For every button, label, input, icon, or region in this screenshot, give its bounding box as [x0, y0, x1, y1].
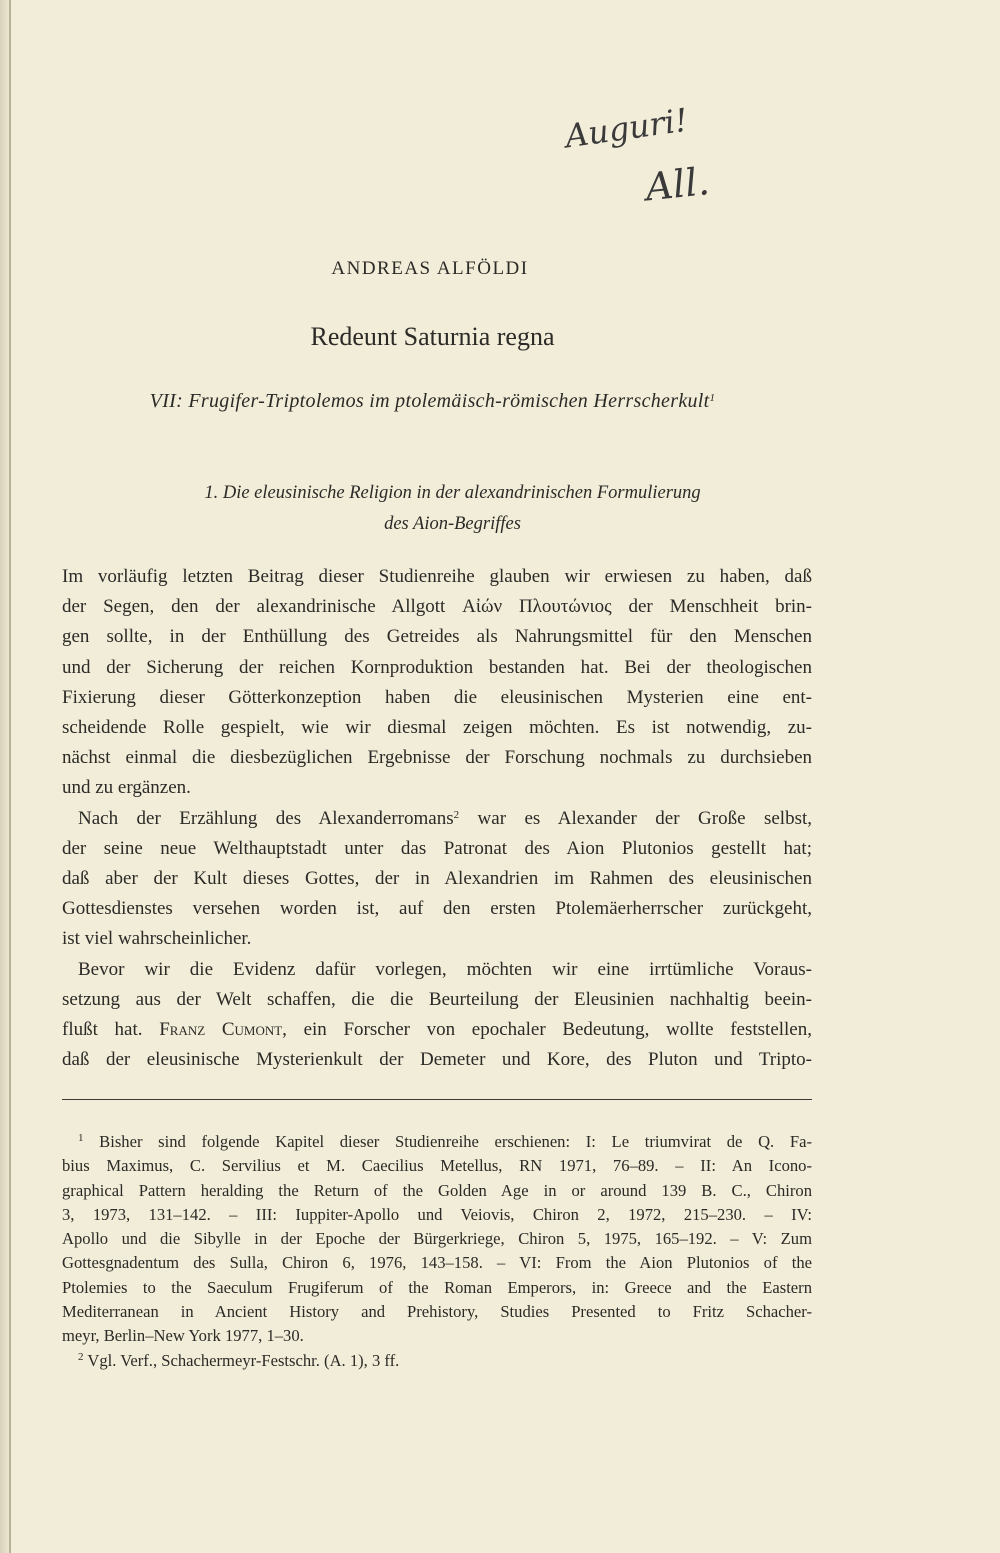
handwritten-note	[560, 80, 760, 220]
text-line: Gottesdienstes versehen worden ist, auf den ersten Ptolemäerherrscher zurückgeht,	[62, 898, 812, 920]
author-name: ANDREAS ALFÖLDI	[331, 258, 529, 279]
footnote-line	[62, 1349, 812, 1373]
text-line: daß aber der Kult dieses Gottes, der in Alexandrien im Rahmen des eleusinischen	[62, 868, 812, 890]
handwriting-line2: All.	[643, 159, 712, 210]
text-line: ist viel wahrscheinlicher.	[62, 928, 252, 950]
footnote-mark: 2	[78, 1350, 84, 1363]
footnote-line: Mediterranean in Ancient History and Prehistory, Studies Presented to Fritz Schacher-	[62, 1302, 812, 1322]
text-line: setzung aus der Welt schaffen, die die Beurteilung der Eleusinien nachhaltig beein-	[62, 988, 812, 1010]
section-heading	[0, 478, 905, 540]
text-line	[62, 1015, 812, 1045]
footnote-line: bius Maximus, C. Servilius et M. Caecilius Metellus, RN 1971, 76–89. – II: An Icono-	[62, 1156, 812, 1176]
text-line: und zu ergänzen.	[62, 777, 191, 799]
footnote-line: 3, 1973, 131–142. – III: Iuppiter-Apollo und Veiovis, Chiron 2, 1972, 215–230. – IV:	[62, 1204, 812, 1224]
article-subtitle	[0, 390, 865, 413]
text-span: war es Alexander der Große selbst,	[459, 807, 812, 829]
section-heading-line: 1. Die eleusinische Religion in der alexandrinischen Formulierung	[204, 483, 701, 503]
text-span: Bisher sind folgende Kapitel dieser Studienreihe erschienen: I: Le triumvirat de Q. Fa-	[99, 1132, 812, 1151]
text-line: Bevor wir die Evidenz dafür vorlegen, möchten wir eine irrtümliche Voraus-	[78, 958, 812, 980]
cited-author: Franz Cumont	[159, 1019, 283, 1041]
subtitle-text: VII: Frugifer-Triptolemos im ptolemäisch-römischen Herrscherkult	[149, 390, 710, 412]
body-text	[62, 562, 812, 1075]
page-edge-line	[9, 0, 11, 1553]
article-title: Redeunt Saturnia regna	[310, 322, 555, 351]
text-span: , ein Forscher von epochaler Bedeutung, wollte feststellen,	[282, 1019, 812, 1041]
footnote-rule	[62, 1099, 812, 1100]
footnote-line: Ptolemies to the Saeculum Frugiferum of the Roman Emperors, in: Greece and the Eastern	[62, 1277, 812, 1297]
text-line: der Segen, den der alexandrinische Allgott Αἰών Πλουτώνιος der Menschheit brin-	[62, 596, 812, 618]
text-line: der seine neue Welthauptstadt unter das Patronat des Aion Plutonios gestellt hat;	[62, 837, 812, 859]
footnotes	[62, 1130, 812, 1373]
footnote-line: meyr, Berlin–New York 1977, 1–30.	[62, 1326, 304, 1346]
text-span: flußt hat.	[62, 1019, 160, 1041]
text-line: daß der eleusinische Mysterienkult der Demeter und Kore, des Pluton und Tripto-	[62, 1049, 812, 1071]
text-line: Im vorläufig letzten Beitrag dieser Studienreihe glauben wir erwiesen zu haben, daß	[62, 566, 812, 587]
footnote-mark: 1	[78, 1132, 84, 1144]
text-span: Vgl. Verf., Schachermeyr-Festschr. (A. 1), 3 ff.	[87, 1350, 400, 1370]
text-line: scheidende Rolle gespielt, wie wir diesmal zeigen möchten. Es ist notwendig, zu-	[62, 717, 812, 739]
footnote-line: graphical Pattern heralding the Return of the Golden Age in or around 139 B. C., Chiron	[62, 1180, 812, 1200]
footnote-ref: 2	[453, 808, 460, 821]
handwriting-line1: Auguri!	[562, 100, 691, 156]
footnote-line: Apollo und die Sibylle in der Epoche der Bürgerkriege, Chiron 5, 1975, 165–192. – V: Zum	[62, 1229, 812, 1249]
text-span: Nach der Erzählung des Alexanderromans	[78, 807, 454, 829]
footnote-ref: 1	[709, 392, 716, 404]
text-line	[62, 804, 812, 834]
footnote-line: Gottesgnadentum des Sulla, Chiron 6, 1976, 143–158. – VI: From the Aion Plutonios of the	[62, 1253, 812, 1273]
text-line: nächst einmal die diesbezüglichen Ergebnisse der Forschung nochmals zu durchsieben	[62, 747, 812, 769]
text-line: und der Sicherung der reichen Kornproduktion bestanden hat. Bei der theologischen	[62, 656, 812, 678]
footnote-line	[62, 1130, 812, 1154]
page-edge	[0, 0, 9, 1553]
text-line: Fixierung dieser Götterkonzeption haben die eleusinischen Mysterien eine ent-	[62, 686, 812, 708]
text-line: gen sollte, in der Enthüllung des Getreides als Nahrungsmittel für den Menschen	[62, 626, 812, 648]
section-heading-line: des Aion-Begriffes	[384, 514, 521, 534]
